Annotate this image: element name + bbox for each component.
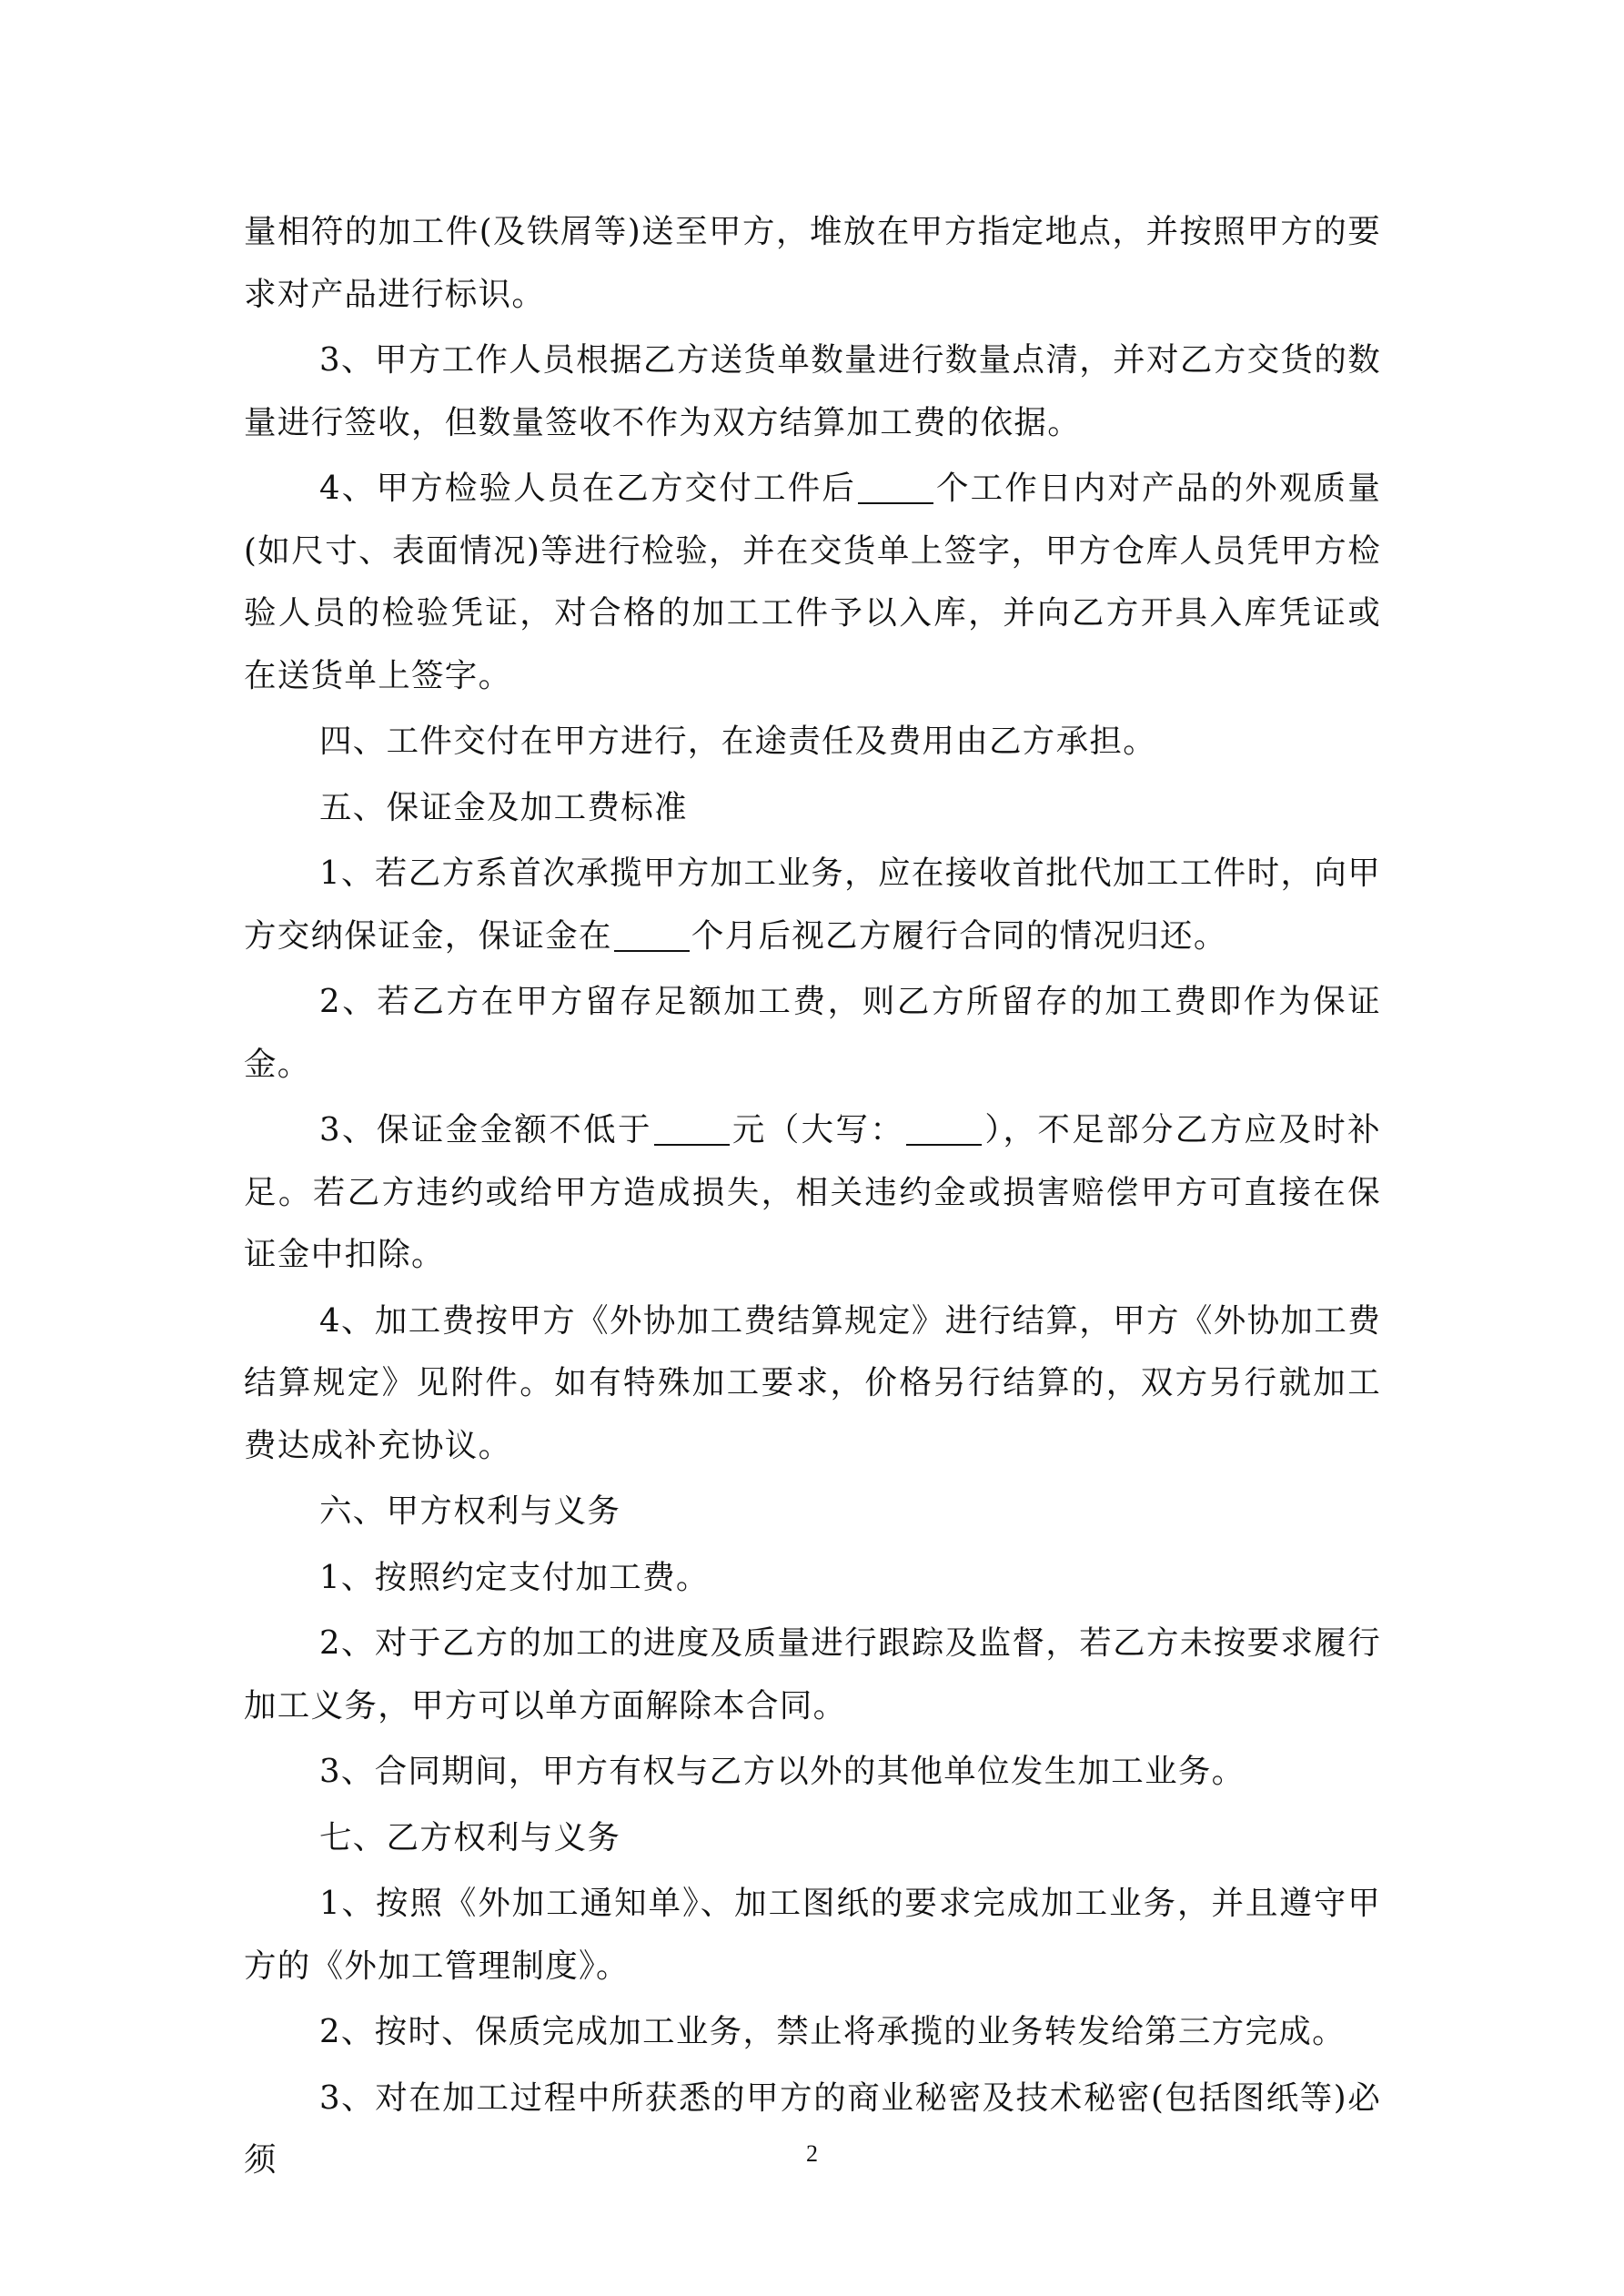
paragraph-text: 1、若乙方系首次承揽甲方加工业务，应在接收首批代加工工件时，向甲方交纳保证金，保证金在 (244, 855, 1381, 955)
paragraph: 1、按照约定支付加工费。 (319, 1558, 710, 1596)
paragraph-text: ），不足部分乙方应及时补足。若乙方违约或给甲方造成损失，相关违约金或损害赔偿甲方可直接在保证金中扣除。 (244, 1111, 1381, 1273)
paragraph: 2、对于乙方的加工的进度及质量进行跟踪及监督，若乙方未按要求履行加工义务，甲方可以单方面解除本合同。 (244, 1624, 1381, 1725)
paragraph: 3、对在加工过程中所获悉的甲方的商业秘密及技术秘密(包括图纸等)必须 (244, 2079, 1381, 2179)
paragraph-text: 3、保证金金额不低于 (319, 1111, 652, 1148)
paragraph (244, 1099, 1381, 1287)
section-heading: 六、甲方权利与义务 (319, 1492, 621, 1530)
paragraph-text: 个工作日内对产品的外观质量(如尺寸、表面情况)等进行检验，并在交货单上签字，甲方仓库人员凭甲方检验人员的检验凭证，对合格的加工工件予以入库，并向乙方开具入库凭证或在送货单上签字。 (244, 470, 1382, 694)
paragraph (244, 843, 1381, 967)
paragraph: 4、加工费按甲方《外协加工费结算规定》进行结算，甲方《外协加工费结算规定》见附件。如有特殊加工要求，价格另行结算的，双方另行就加工费达成补充协议。 (244, 1301, 1381, 1464)
paragraph (244, 458, 1381, 707)
paragraph-text: 元（大写： (731, 1111, 905, 1148)
fill-in-blank (614, 917, 690, 952)
paragraph: 2、若乙方在甲方留存足额加工费，则乙方所留存的加工费即作为保证金。 (244, 983, 1381, 1083)
section-heading: 七、乙方权利与义务 (319, 1818, 621, 1856)
paragraph-text: 个月后视乙方履行合同的情况归还。 (691, 916, 1227, 955)
document-body (244, 201, 1381, 2196)
section-heading: 五、保证金及加工费标准 (319, 788, 688, 826)
paragraph: 1、按照《外加工通知单》、加工图纸的要求完成加工业务，并且遵守甲方的《外加工管理制度》。 (244, 1885, 1381, 1985)
fill-in-blank (654, 1112, 730, 1147)
page-number: 2 (806, 2140, 818, 2167)
paragraph-text: 4、甲方检验人员在乙方交付工件后 (319, 470, 857, 507)
paragraph: 3、甲方工作人员根据乙方送货单数量进行数量点清，并对乙方交货的数量进行签收，但数量签收不作为双方结算加工费的依据。 (244, 341, 1381, 441)
paragraph: 3、合同期间，甲方有权与乙方以外的其他单位发生加工业务。 (319, 1753, 1246, 1790)
fill-in-blank (858, 470, 933, 505)
fill-in-blank (906, 1112, 982, 1147)
paragraph: 量相符的加工件(及铁屑等)送至甲方，堆放在甲方指定地点，并按照甲方的要求对产品进行标识。 (244, 213, 1381, 313)
paragraph: 2、按时、保质完成加工业务，禁止将承揽的业务转发给第三方完成。 (319, 2013, 1346, 2050)
section-heading: 四、工件交付在甲方进行，在途责任及费用由乙方承担。 (319, 723, 1157, 760)
